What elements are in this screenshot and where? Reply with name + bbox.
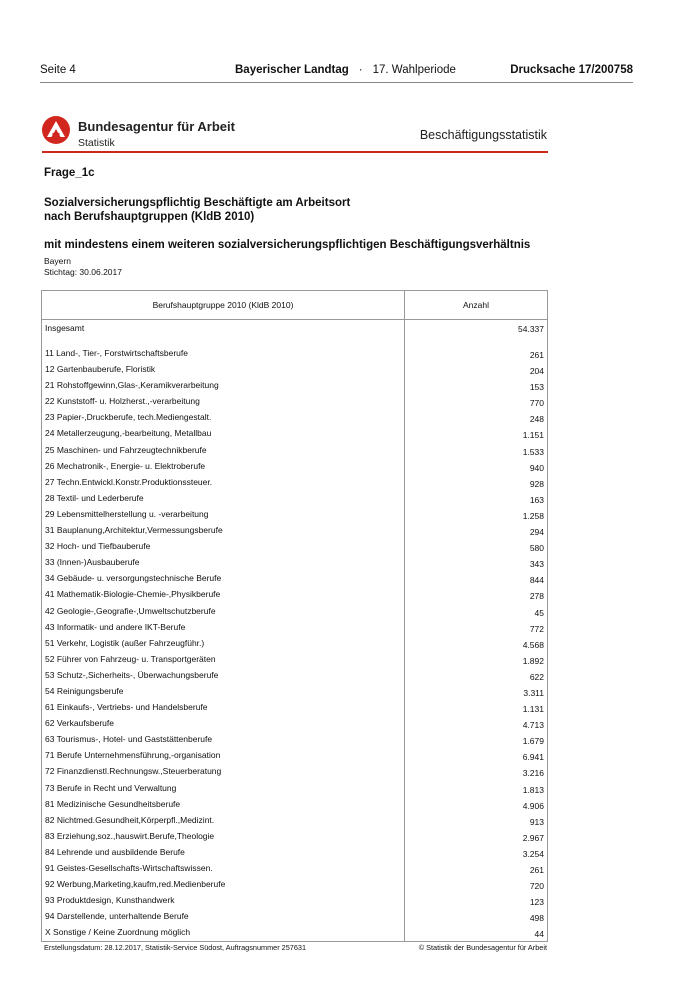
section-title: Beschäftigungsstatistik	[419, 128, 547, 142]
row-count: 844	[529, 575, 544, 586]
row-category: 12 Gartenbauberufe, Floristik	[45, 364, 156, 375]
row-category: X Sonstige / Keine Zuordnung möglich	[45, 927, 191, 938]
table-row	[42, 571, 547, 587]
row-category: 73 Berufe in Recht und Verwaltung	[45, 782, 177, 793]
row-count: 44	[534, 929, 544, 940]
row-count: 770	[529, 398, 544, 409]
row-count: 3.254	[522, 848, 544, 859]
row-count: 1.131	[522, 704, 544, 715]
table-row	[42, 394, 547, 410]
row-category: 23 Papier-,Druckberufe, tech.Mediengestalt.	[45, 412, 212, 423]
footer-copyright: © Statistik der Bundesagentur für Arbeit	[418, 943, 547, 952]
report-title-line2: nach Berufshauptgruppen (KldB 2010)	[44, 211, 255, 223]
table-row	[42, 781, 547, 797]
header-separator: ·	[358, 64, 363, 76]
row-count: 45	[534, 607, 544, 618]
region: Bayern	[44, 256, 71, 266]
row-category: 28 Textil- und Lederberufe	[45, 492, 144, 503]
table-row	[42, 861, 547, 877]
reference-date: Stichtag: 30.06.2017	[44, 267, 122, 277]
report-title	[44, 196, 544, 224]
row-count: 1.679	[522, 736, 544, 747]
row-count: 4.568	[522, 639, 544, 650]
total-value: 54.337	[518, 324, 544, 334]
table-row	[42, 748, 547, 764]
row-count: 2.967	[522, 832, 544, 843]
row-category: 32 Hoch- und Tiefbauberufe	[45, 541, 151, 552]
table-row	[42, 813, 547, 829]
row-count: 123	[529, 897, 544, 908]
page-number: Seite 4	[40, 64, 76, 76]
row-count: 261	[529, 865, 544, 875]
agency-name: Bundesagentur für Arbeit	[78, 119, 235, 134]
header-divider	[40, 82, 633, 83]
election-period: 17. Wahlperiode	[372, 64, 456, 76]
row-category: 33 (Innen-)Ausbauberufe	[45, 557, 140, 568]
row-category: 72 Finanzdienstl.Rechnungsw.,Steuerberatung	[45, 766, 222, 777]
column-header-count: Anzahl	[463, 300, 489, 310]
row-count: 772	[529, 623, 544, 634]
table-row	[42, 732, 547, 748]
table-row	[42, 700, 547, 716]
row-count: 294	[529, 527, 544, 538]
table-row	[42, 410, 547, 426]
table-row	[42, 636, 547, 652]
row-category: 29 Lebensmittelherstellung u. -verarbeitung	[45, 508, 209, 519]
table-row	[42, 829, 547, 845]
data-table	[41, 290, 548, 942]
table-row	[42, 378, 547, 394]
row-count: 343	[529, 559, 544, 570]
row-category: 52 Führer von Fahrzeug- u. Transportgeräten	[45, 653, 216, 664]
table-row	[42, 652, 547, 668]
table-row	[42, 845, 547, 861]
table-row	[42, 507, 547, 523]
table-row	[42, 555, 547, 571]
row-category: 54 Reinigungsberufe	[45, 685, 124, 696]
agency-subtitle: Statistik	[78, 137, 115, 149]
row-category: 51 Verkehr, Logistik (außer Fahrzeugführ.)	[45, 637, 205, 648]
row-category: 21 Rohstoffgewinn,Glas-,Keramikverarbeitung	[45, 380, 219, 391]
table-row	[42, 684, 547, 700]
table-row	[42, 668, 547, 684]
row-category: 82 Nichtmed.Gesundheit,Körperpfl.,Medizint.	[45, 814, 215, 825]
column-header-category: Berufshauptgruppe 2010 (KldB 2010)	[152, 300, 294, 310]
row-category: 22 Kunststoff- u. Holzherst.,-verarbeitung	[45, 396, 200, 407]
row-count: 1.892	[522, 655, 544, 666]
row-count: 498	[529, 913, 544, 924]
table-row	[42, 475, 547, 491]
table-row	[42, 764, 547, 780]
row-count: 204	[529, 366, 544, 377]
row-category: 26 Mechatronik-, Energie- u. Elektroberufe	[45, 460, 206, 471]
row-count: 1.813	[522, 784, 544, 795]
page-header	[40, 64, 633, 80]
row-count: 622	[529, 671, 544, 682]
table-row	[42, 362, 547, 378]
table-row	[42, 459, 547, 475]
row-category: 62 Verkaufsberufe	[45, 718, 114, 729]
row-count: 163	[529, 494, 544, 505]
row-category: 71 Berufe Unternehmensführung,-organisation	[45, 750, 221, 761]
table-row	[42, 877, 547, 893]
row-category: 31 Bauplanung,Architektur,Vermessungsberufe	[45, 525, 223, 536]
row-category: 53 Schutz-,Sicherheits-, Überwachungsberufe	[45, 669, 219, 680]
row-count: 913	[529, 816, 544, 827]
agency-logo-icon	[42, 116, 70, 144]
row-category: 94 Darstellende, unterhaltende Berufe	[45, 911, 189, 922]
row-category: 34 Gebäude- u. versorgungstechnische Berufe	[45, 573, 222, 584]
question-label: Frage_1c	[44, 167, 95, 179]
row-category: 83 Erziehung,soz.,hauswirt.Berufe,Theologie	[45, 830, 215, 841]
row-count: 928	[529, 478, 544, 489]
row-count: 1.258	[522, 510, 544, 521]
brand-divider	[42, 151, 548, 153]
row-count: 3.311	[523, 687, 544, 698]
row-count: 278	[529, 591, 544, 602]
table-row	[42, 346, 547, 362]
table-row	[42, 491, 547, 507]
report-subtitle: mit mindestens einem weiteren sozialversicherungspflichtigen Beschäftigungsverhältnis	[44, 239, 531, 251]
row-count: 580	[529, 543, 544, 554]
row-category: 61 Einkaufs-, Vertriebs- und Handelsberufe	[45, 702, 208, 713]
row-count: 1.533	[522, 446, 544, 457]
row-count: 3.216	[522, 768, 544, 779]
row-count: 4.906	[522, 800, 544, 811]
row-category: 42 Geologie-,Geografie-,Umweltschutzberufe	[45, 605, 216, 616]
table-row	[42, 426, 547, 442]
row-count: 261	[529, 350, 544, 360]
row-category: 11 Land-, Tier-, Forstwirtschaftsberufe	[45, 348, 188, 358]
row-category: 43 Informatik- und andere IKT-Berufe	[45, 621, 186, 632]
row-count: 248	[529, 414, 544, 425]
header-rule	[42, 319, 547, 320]
row-category: 91 Geistes-Gesellschafts-Wirtschaftswissen.	[45, 863, 213, 873]
table-row	[42, 893, 547, 909]
table-row	[42, 797, 547, 813]
report-title-line1: Sozialversicherungspflichtig Beschäftigte am Arbeitsort	[44, 197, 351, 209]
table-row	[42, 523, 547, 539]
row-count: 1.151	[522, 430, 544, 441]
table-row	[42, 587, 547, 603]
parliament-name: Bayerischer Landtag	[235, 64, 349, 76]
row-category: 24 Metallerzeugung,-bearbeitung, Metallbau	[45, 428, 212, 439]
total-label: Insgesamt	[45, 323, 85, 333]
row-category: 27 Techn.Entwickl.Konstr.Produktionssteuer.	[45, 476, 213, 487]
row-category: 81 Medizinische Gesundheitsberufe	[45, 798, 181, 809]
row-category: 84 Lehrende und ausbildende Berufe	[45, 846, 185, 857]
row-category: 92 Werbung,Marketing,kaufm,red.Medienberufe	[45, 879, 226, 890]
footer-creation-info: Erstellungsdatum: 28.12.2017, Statistik-Service Südost, Auftragsnummer 257631	[44, 943, 307, 952]
document-number: Drucksache 17/200758	[510, 64, 633, 76]
row-category: 63 Tourismus-, Hotel- und Gaststättenberufe	[45, 734, 213, 745]
row-category: 93 Produktdesign, Kunsthandwerk	[45, 895, 175, 906]
row-count: 4.713	[522, 720, 544, 731]
total-row	[42, 321, 547, 337]
row-category: 25 Maschinen- und Fahrzeugtechnikberufe	[45, 444, 207, 455]
table-row	[42, 604, 547, 620]
table-row	[42, 925, 547, 941]
table-row	[42, 620, 547, 636]
row-count: 6.941	[522, 752, 544, 763]
row-count: 720	[529, 881, 544, 892]
table-row	[42, 716, 547, 732]
table-row	[42, 539, 547, 555]
table-body	[42, 346, 547, 941]
row-category: 41 Mathematik-Biologie-Chemie-,Physikberufe	[45, 589, 221, 600]
row-count: 940	[529, 462, 544, 473]
table-row	[42, 443, 547, 459]
parliament-info	[235, 64, 456, 76]
table-row	[42, 909, 547, 925]
row-count: 153	[529, 382, 544, 393]
